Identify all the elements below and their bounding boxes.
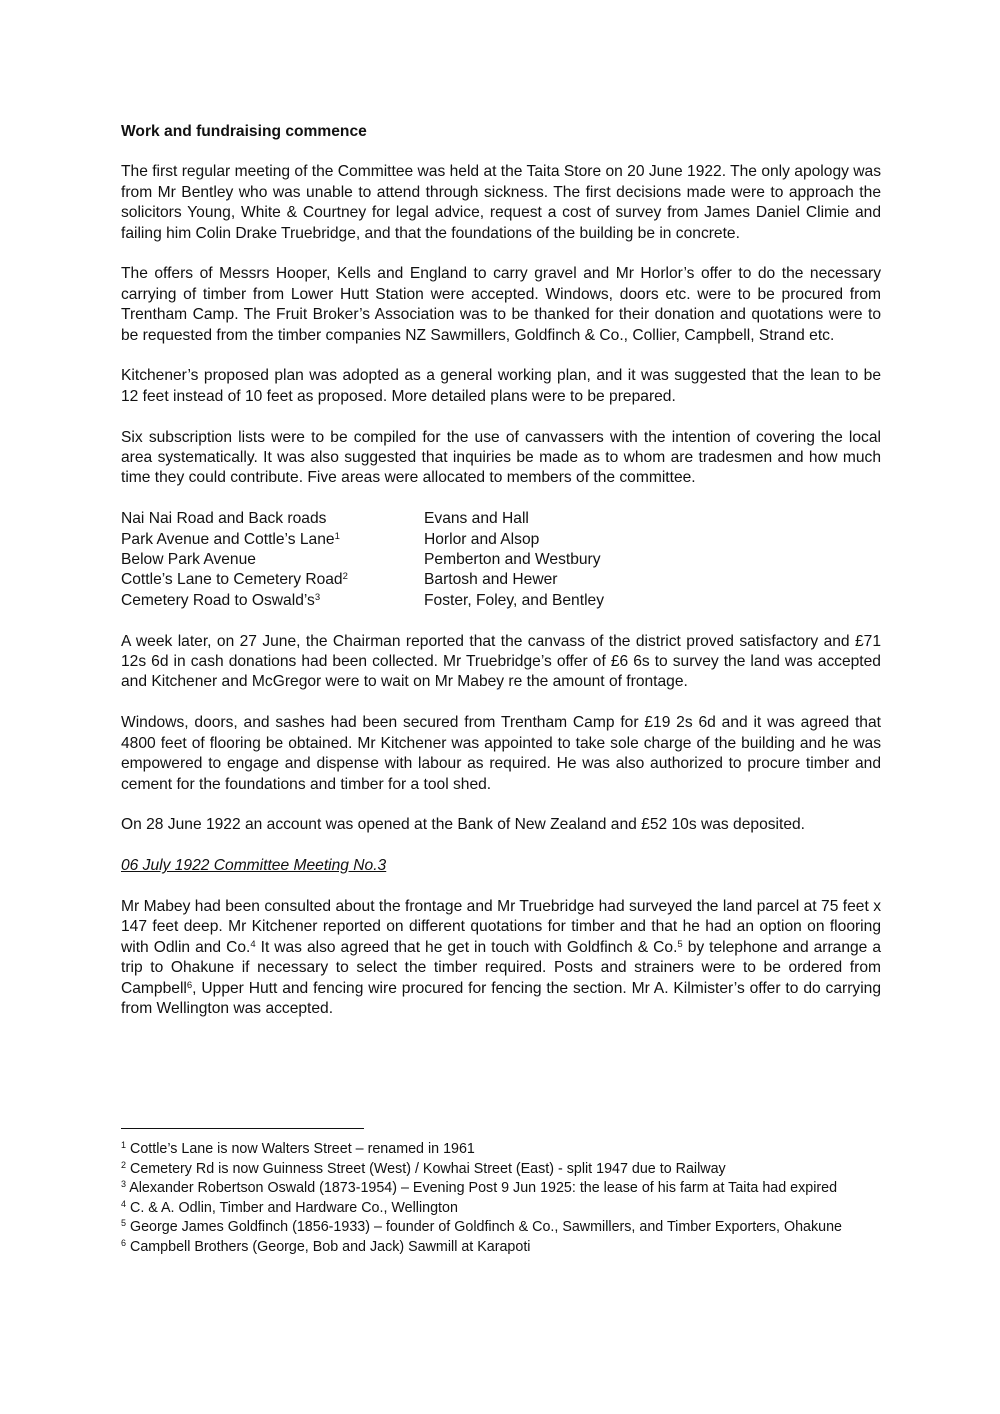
paragraph-meeting-3: Mr Mabey had been consulted about the frontage and Mr Truebridge had surveyed the land parcel at 75 feet x 147 feet deep. Mr Kitchener reported on different quotations for timber and that he had an option on flooring with Odlin and Co.$^4$ It was also agreed that he get in touch with Goldfinch & Co.$^5$ by telephone and arrange a trip to Ohakune if necessary to select the timber required. Posts and strainers were to be ordered from Campbell$^6$, Upper Hutt and fencing wire procured for fencing the section. Mr A. Kilmister’s offer to do carrying from Wellington was accepted. (121, 897, 881, 1017)
area-name: Cottle’s Lane to Cemetery Road$^2$ (121, 571, 348, 589)
footnotes (121, 1140, 881, 1258)
area-row (121, 509, 604, 529)
footnote-ref: 4 (250, 938, 256, 950)
paragraph-offers: The offers of Messrs Hooper, Kells and England to carry gravel and Mr Horlor’s offer to do the necessary carrying of timber from Lower Hutt Station were accepted. Windows, doors etc. were to be procured from Trentham Camp. The Fruit Broker’s Association was to be thanked for their donation and quotations were to be requested from the timber companies NZ Sawmillers, Goldfinch & Co., Collier, Campbell, Strand etc. (121, 265, 881, 344)
area-members: Evans and Hall (424, 510, 529, 528)
paragraph-first-meeting: The first regular meeting of the Committee was held at the Taita Store on 20 June 1922. The only apology was from Mr Bentley who was unable to attend through sickness. The first decisions made were to approach the solicitors Young, White & Courtney for legal advice, request a cost of survey from James Daniel Climie and failing him Colin Drake Truebridge, and that the foundations of the building be in concrete. (121, 163, 881, 242)
footnote: $^5$ George James Goldfinch (1856-1933) – founder of Goldfinch & Co., Sawmillers, and Timber Exporters, Ohakune (121, 1218, 843, 1236)
footnote-ref: 5 (677, 938, 683, 950)
area-name: Below Park Avenue (121, 551, 256, 569)
area-row (121, 530, 604, 550)
paragraph-plan: Kitchener’s proposed plan was adopted as a general working plan, and it was suggested that the lean to be 12 feet instead of 10 feet as proposed. More detailed plans were to be prepared. (121, 367, 881, 405)
footnote-ref: 2 (342, 571, 348, 583)
footnote: $^2$ Cemetery Rd is now Guinness Street (West) / Kowhai Street (East) - split 1947 due to Railway (121, 1159, 726, 1177)
footnote-ref: 1 (334, 530, 340, 542)
area-members: Horlor and Alsop (424, 530, 540, 548)
paragraph-bank-account: On 28 June 1922 an account was opened at the Bank of New Zealand and £52 10s was deposited. (121, 816, 806, 834)
meeting-subheading: 06 July 1922 Committee Meeting No.3 (121, 857, 387, 875)
footnote: $^4$ C. & A. Odlin, Timber and Hardware Co., Wellington (121, 1198, 458, 1216)
paragraph-windows-doors: Windows, doors, and sashes had been secured from Trentham Camp for £19 2s 6d and it was agreed that 4800 feet of flooring be obtained. Mr Kitchener was appointed to take sole charge of the building and he was empowered to engage and dispense with labour as required. He was also authorized to procure timber and cement for the foundations and timber for a tool shed. (121, 714, 881, 793)
area-row (121, 591, 604, 611)
area-row (121, 570, 604, 590)
footnote: $^1$ Cottle’s Lane is now Walters Street – renamed in 1961 (121, 1140, 475, 1157)
footnote-divider (121, 1128, 364, 1129)
area-members: Bartosh and Hewer (424, 571, 558, 589)
paragraph-week-later: A week later, on 27 June, the Chairman reported that the canvass of the district proved satisfactory and £71 12s 6d in cash donations had been collected. Mr Truebridge’s offer of £6 6s to survey the land was accepted and Kitchener and McGregor were to wait on Mr Mabey re the amount of frontage. (121, 632, 881, 691)
footnote-ref: 6 (186, 979, 193, 991)
footnote: $^3$ Alexander Robertson Oswald (1873-1954) – Evening Post 9 Jun 1925: the lease of his farm at Taita had expired (121, 1179, 838, 1197)
section-heading: Work and fundraising commence (121, 123, 367, 140)
canvass-areas-table (121, 509, 604, 611)
document-body (121, 122, 881, 1040)
area-row (121, 550, 604, 570)
footnote: $^6$ Campbell Brothers (George, Bob and Jack) Sawmill at Karapoti (121, 1238, 531, 1255)
area-members: Foster, Foley, and Bentley (424, 591, 604, 609)
footnote-ref: 3 (314, 591, 321, 603)
area-name: Park Avenue and Cottle’s Lane$^1$ (121, 530, 340, 548)
area-name: Cemetery Road to $Oswald’s^3$ (121, 591, 321, 609)
paragraph-subscription-lists: Six subscription lists were to be compiled for the use of canvassers with the intention of covering the local area systematically. It was also suggested that inquiries be made as to whom are tradesmen and how much time they could contribute. Five areas were allocated to members of the committee. (121, 428, 881, 487)
area-members: Pemberton and Westbury (424, 551, 601, 569)
area-name: Nai Nai Road and Back roads (121, 510, 327, 528)
